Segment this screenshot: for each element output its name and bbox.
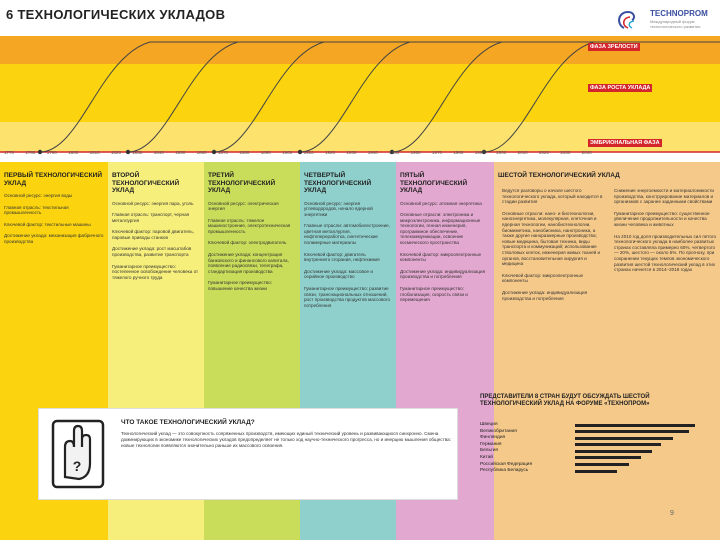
callout-text: Технологический уклад — это совокупность сопряженных производств, имеющих единый технический уровень и развивающихся синхронно. Смена доминирующих в экономике технологических укладов предопределяет не только ход научно-технического прогресса, но и инерцию мышления общества: новые технологии появляются значительно раньше их массового освоения. xyxy=(121,431,451,448)
year-tick: 1990 xyxy=(474,150,485,155)
column-3-resource: Основной ресурс: электрическая энергия xyxy=(208,200,279,212)
representative-country: Китай xyxy=(480,454,493,460)
svg-text:?: ? xyxy=(72,458,82,474)
representative-country: Великобритания xyxy=(480,428,517,434)
year-tick: 2010 xyxy=(517,150,528,155)
year-tick: 2040 xyxy=(581,150,592,155)
logo-subtitle: Международный форум технологического развития xyxy=(650,19,701,29)
label-growth: ФАЗА РОСТА УКЛАДА xyxy=(590,85,651,91)
column-6-efficiency: Снижение энергоемкости и материалоемкости производства, конструирование материалов и организмов с заранее заданными свойствами xyxy=(614,188,714,205)
definition-callout xyxy=(38,408,458,500)
column-5-achievement: Достижение уклада: индивидуализация производства и потребления xyxy=(400,268,486,280)
column-6-industry: Основные отрасли: нано- и биотехнологии, наноэнергетика, молекулярная, клеточная и ядерная технологии, нанобиотехнологии, биомиметика, нанобионика, нанотроника, а также другие наноразмерные производства; новые медицина, бытовая техника, виды транспорта и коммуникаций; использование стволовых клеток, инженерия живых тканей и органов, восстановительная хирургия и медицина xyxy=(502,210,601,267)
representative-row xyxy=(480,422,710,429)
column-2-industry: Главная отрасль: транспорт, черная металлургия xyxy=(112,212,190,223)
year-tick: 1850 xyxy=(175,150,186,155)
year-tick: 1870 xyxy=(218,150,229,155)
year-tick: 1860 xyxy=(196,150,207,155)
year-tick: 1930 xyxy=(346,150,357,155)
representative-row xyxy=(480,429,710,436)
year-tick: 1970 xyxy=(432,150,443,155)
representative-row xyxy=(480,448,710,455)
column-3-industry: Главная отрасль: тяжелое машиностроение, электротехническая промышленность xyxy=(208,217,291,234)
column-5-resource: Основной ресурс: атомная энергетика xyxy=(400,200,482,206)
column-4-factor: Ключевой фактор: двигатель внутреннего сгорания, нефтехимия xyxy=(304,251,380,263)
representative-row xyxy=(480,442,710,449)
representative-country: Швеция xyxy=(480,422,498,427)
representative-country: Республика Беларусь xyxy=(480,468,529,474)
representative-bar xyxy=(575,430,689,433)
year-tick: 1780 xyxy=(25,150,36,155)
year-tick: 1950 xyxy=(389,150,400,155)
column-1-resource: Основной ресурс: энергия воды xyxy=(4,193,73,198)
year-tick: 1800 xyxy=(68,150,79,155)
representative-row xyxy=(480,468,710,475)
column-4-head: ЧЕТВЕРТЫЙ ТЕХНОЛОГИЧЕСКИЙ УКЛАД xyxy=(304,172,372,194)
column-2-humanitarian: Гуманитарное преимущество: постепенное освобождение человека от тяжелого ручного труда xyxy=(112,263,199,280)
band-embryonic xyxy=(0,122,720,152)
year-tick: 1770 xyxy=(4,150,15,155)
label-maturity: ФАЗА ЗРЕЛОСТИ xyxy=(590,44,638,50)
year-tick: 2000 xyxy=(496,150,507,155)
year-tick: 1890 xyxy=(260,150,271,155)
representative-bar xyxy=(575,443,661,446)
year-tick: 1960 xyxy=(410,150,421,155)
year-tick: 1940 xyxy=(367,150,378,155)
column-3-head: ТРЕТИЙ ТЕХНОЛОГИЧЕСКИЙ УКЛАД xyxy=(208,172,276,194)
year-tick: 1830 xyxy=(132,150,143,155)
column-6-head: ШЕСТОЙ ТЕХНОЛОГИЧЕСКИЙ УКЛАД xyxy=(498,172,620,179)
column-6-forecast: На 2010 год доля производительных сил пятого технологического уклада в наиболее развитых странах составляла примерно 60%, четвертого — 20%, шестого — около 5%. По прогнозу, при сохранении текущих темпов экономического развития шестой технологический уклад в этих странах начнется в 2014–2018 годах xyxy=(614,233,717,273)
column-5-industry: Основные отрасли: электроника и микроэлектроника, информационные технологии, генная инженерия, программное обеспечение, телекоммуникации, освоение космического пространства xyxy=(400,212,481,246)
column-6 xyxy=(494,162,720,540)
logo-swirl-icon xyxy=(619,12,634,28)
column-5-humanitarian: Гуманитарное преимущество: глобализация, скорость связи и перемещения xyxy=(400,286,468,303)
year-tick: 1900 xyxy=(282,150,293,155)
column-4-achievement: Достижение уклада: массовое и серийное производство xyxy=(304,268,373,280)
callout-title: ЧТО ТАКОЕ ТЕХНОЛОГИЧЕСКИЙ УКЛАД? xyxy=(121,419,255,426)
column-1-factor: Ключевой фактор: текстильные машины xyxy=(4,221,91,227)
year-tick: 1840 xyxy=(153,150,164,155)
column-4-humanitarian: Гуманитарное преимущество: развитие связи, транснациональных отношений, рост производства продуктов массового потребления xyxy=(304,286,391,308)
representative-country: Финляндия xyxy=(480,435,506,441)
column-2-resource: Основной ресурс: энергия пара, уголь xyxy=(112,200,194,206)
representative-bar xyxy=(575,437,673,440)
column-6-achievement: Достижение уклада: индивидуализация производства и потребления xyxy=(502,289,588,301)
column-5-factor: Ключевой фактор: микроэлектронные компоненты xyxy=(400,251,482,263)
representative-country: Германия xyxy=(480,441,502,447)
column-5-head: ПЯТЫЙ ТЕХНОЛОГИЧЕСКИЙ УКЛАД xyxy=(400,172,468,194)
year-tick: 2030 xyxy=(560,150,571,155)
column-6-humanitarian: Гуманитарное преимущество: существенное увеличение продолжительности и качества жизни человека и животных xyxy=(614,210,710,227)
year-tick: 1910 xyxy=(303,150,314,155)
column-1-head: ПЕРВЫЙ ТЕХНОЛОГИЧЕСКИЙ УКЛАД xyxy=(4,172,102,187)
column-2-factor: Ключевой фактор: паровой двигатель, паровые приводы станков xyxy=(112,229,195,240)
representative-country: Бельгия xyxy=(480,448,498,454)
representative-country: Российская Федерация xyxy=(480,461,533,467)
column-3-factor: Ключевой фактор: электродвигатель xyxy=(208,240,287,246)
column-2-achievement: Достижение уклада: рост масштабов производства, развитие транспорта xyxy=(112,246,192,258)
column-2-head: ВТОРОЙ ТЕХНОЛОГИЧЕСКИЙ УКЛАД xyxy=(112,172,180,194)
column-1-industry: Главная отрасль: текстильная промышленность xyxy=(4,204,69,216)
representative-bar xyxy=(575,463,629,466)
column-1-achievement: Достижение уклада: механизация фабричного производства xyxy=(4,233,104,244)
representative-bar xyxy=(575,450,652,453)
page-number: 9 xyxy=(670,510,674,517)
representatives-list xyxy=(480,422,710,475)
column-3-achievement: Достижение уклада: концентрация банковского и финансового капитала, появление радиосвязи, телеграфа, стандартизация производства xyxy=(208,252,289,274)
representatives-title: ПРЕДСТАВИТЕЛИ 8 СТРАН БУДУТ ОБСУЖДАТЬ ШЕСТОЙ ТЕХНОЛОГИЧЕСКИЙ УКЛАД НА ФОРУМЕ «ТЕХНОПРОМ» xyxy=(480,394,650,407)
column-4-resource: Основной ресурс: энергия углеводородов, начало ядерной энергетики xyxy=(304,200,373,217)
column-6-intro: Ведутся разговоры о начале шестого технологического уклада, который находится в стадии развития xyxy=(502,188,603,205)
representative-row xyxy=(480,455,710,462)
column-6-factor: Ключевой фактор: микроэлектронные компоненты xyxy=(502,272,584,284)
representative-row xyxy=(480,435,710,442)
representative-bar xyxy=(575,470,617,473)
year-tick: 1790 xyxy=(46,150,57,155)
year-tick: 1920 xyxy=(325,150,336,155)
label-embryonic: ЭМБРИОНАЛЬНАЯ ФАЗА xyxy=(590,140,660,146)
representative-bar xyxy=(575,456,641,459)
raised-hand-icon xyxy=(47,417,109,491)
band-growth xyxy=(0,64,720,122)
page-title: 6 ТЕХНОЛОГИЧЕСКИХ УКЛАДОВ xyxy=(6,7,226,22)
logo-wordmark: TECHNOPROM xyxy=(650,9,708,18)
year-tick: 1880 xyxy=(239,150,250,155)
year-tick: 1810 xyxy=(89,150,100,155)
year-tick: 1820 xyxy=(111,150,122,155)
year-tick: 1980 xyxy=(453,150,464,155)
year-axis xyxy=(0,150,720,160)
year-tick: 2020 xyxy=(539,150,550,155)
column-3-humanitarian: Гуманитарное преимущество: повышение качества жизни xyxy=(208,280,272,292)
column-4-industry: Главные отрасли: автомобилестроение, цветная металлургия, нефтепереработка, синтетические полимерные материалы xyxy=(304,223,390,246)
representative-bar xyxy=(575,424,695,427)
